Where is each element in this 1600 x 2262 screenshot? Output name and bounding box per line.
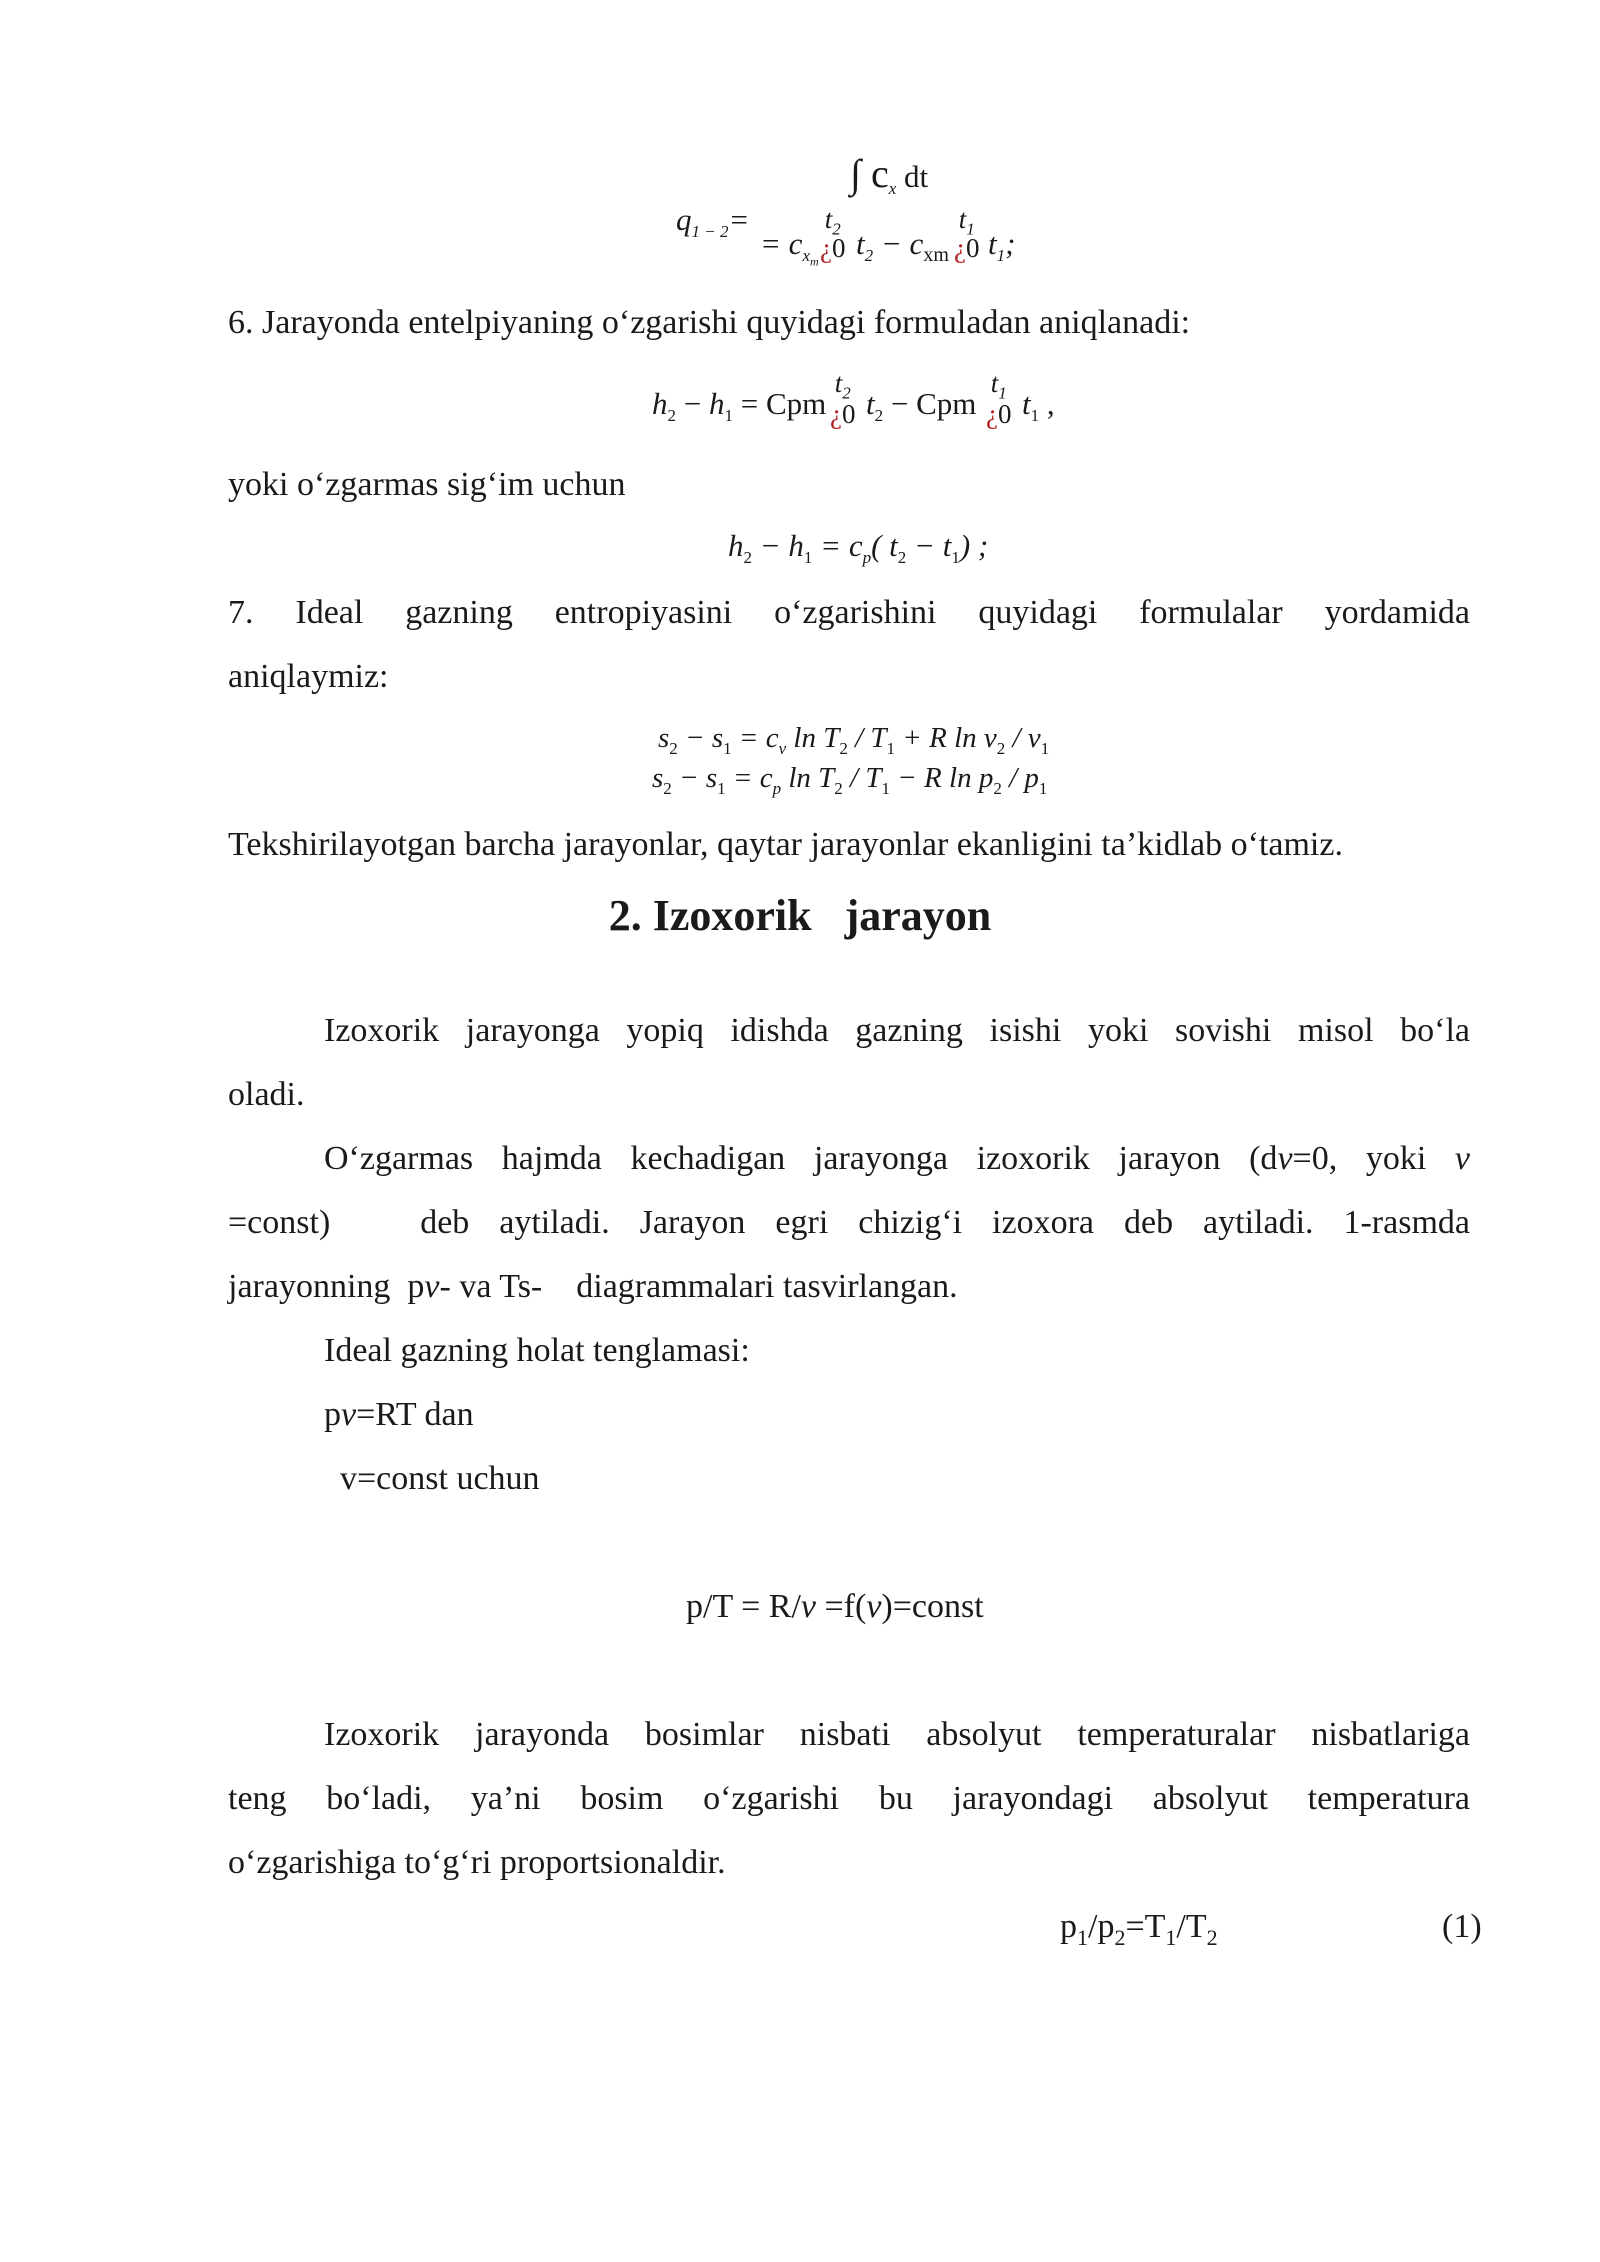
subscript: 2 bbox=[743, 548, 752, 568]
math-text: = c bbox=[760, 226, 803, 261]
subscript: 1 bbox=[803, 548, 813, 568]
para1-line1: Izoxorik jarayonga yopiq idishda gazning isishi yoki sovishi misol bo‘la bbox=[324, 1012, 1470, 1049]
math-text: 0 bbox=[965, 233, 980, 263]
subscript: 1 bbox=[998, 383, 1007, 403]
ideal-gas-text: Ideal gazning holat tenglamasi: bbox=[324, 1332, 750, 1369]
para2-line2: =const) deb aytiladi. Jarayon egri chizig‘i izoxora deb aytiladi. 1-rasmda bbox=[228, 1204, 1470, 1241]
math-text: − bbox=[676, 386, 709, 421]
para3-line3: o‘zgarishiga to‘g‘ri proportsionaldir. bbox=[228, 1844, 726, 1881]
math-text: t bbox=[834, 368, 843, 398]
math-text: = c bbox=[812, 528, 863, 563]
text-run: =0, yoki bbox=[1292, 1140, 1455, 1177]
item7-line1: 7. Ideal gazning entropiyasini o‘zgarishini quyidagi formulalar yordamida bbox=[228, 594, 1470, 631]
formula-h-end bbox=[1022, 386, 1055, 426]
subscript: v bbox=[778, 738, 787, 758]
subscript: 1 bbox=[1077, 1924, 1088, 1950]
subscript: 2 bbox=[667, 406, 676, 426]
subscript: 1 bbox=[881, 778, 890, 798]
subscript: 1 bbox=[966, 219, 975, 239]
formula-q-limit-t1 bbox=[954, 206, 979, 262]
math-text: = c bbox=[731, 722, 779, 754]
text-run: p/T = R/ bbox=[686, 1588, 801, 1625]
text-run: /p bbox=[1088, 1908, 1115, 1945]
text-run: =f( bbox=[816, 1588, 867, 1625]
math-text: − s bbox=[677, 722, 724, 754]
math-text: ) ; bbox=[959, 528, 989, 563]
math-text: ¿ bbox=[954, 233, 966, 263]
math-text: / T bbox=[847, 722, 887, 754]
math-text: − c bbox=[873, 226, 924, 261]
subscript: 2 bbox=[842, 383, 851, 403]
text-run: p bbox=[1060, 1908, 1077, 1945]
math-text: q bbox=[676, 202, 692, 237]
math-text: h bbox=[708, 386, 725, 421]
math-text: 0 bbox=[841, 399, 856, 429]
formula-h-limit-t1 bbox=[986, 370, 1011, 428]
text-run: O‘zgarmas hajmda kechadigan jarayonga izoxorik jarayon (d bbox=[324, 1140, 1278, 1177]
summary-text: Tekshirilayotgan barcha jarayonlar, qaytar jarayonlar ekanligini ta’kidlab o‘tamiz. bbox=[228, 826, 1343, 863]
subscript: 1 bbox=[1030, 406, 1040, 426]
subscript: 2 bbox=[897, 548, 907, 568]
text-run: v bbox=[866, 1588, 882, 1625]
subscript: 2 bbox=[993, 778, 1002, 798]
formula-h-limit-t2 bbox=[830, 370, 855, 428]
formula-q-lhs bbox=[676, 202, 750, 242]
subscript: 1 bbox=[996, 246, 1006, 266]
math-text: = Cpm bbox=[732, 386, 827, 421]
text-run: v bbox=[1454, 1140, 1471, 1177]
text-run: v bbox=[424, 1268, 440, 1305]
math-text: ln T bbox=[786, 722, 840, 754]
math-text: t bbox=[856, 226, 865, 261]
math-text: h bbox=[728, 528, 744, 563]
subscript: 2 bbox=[669, 738, 678, 758]
text-run: =RT dan bbox=[356, 1396, 474, 1433]
math-text: 0 bbox=[997, 399, 1012, 429]
integral-symbol: ∫ c bbox=[850, 151, 889, 196]
formula-q-middle bbox=[856, 226, 949, 267]
subscript: p bbox=[862, 548, 872, 568]
subscript: 2 bbox=[996, 738, 1006, 758]
text-run: v bbox=[800, 1588, 816, 1625]
math-text: 0 bbox=[831, 233, 846, 263]
formula-h-cp bbox=[728, 528, 989, 568]
math-text: ; bbox=[1005, 226, 1016, 261]
formula-q-rhs bbox=[760, 226, 819, 269]
math-text: dt bbox=[896, 159, 929, 194]
subscript bbox=[802, 246, 819, 269]
math-text: + R ln v bbox=[895, 722, 997, 754]
math-text: ¿ bbox=[986, 399, 998, 429]
subscript: 1 − 2 bbox=[691, 222, 729, 242]
text-run: )=const bbox=[881, 1588, 984, 1625]
text-run: v bbox=[1277, 1140, 1293, 1177]
subscript: 1 bbox=[951, 548, 960, 568]
math-text: t bbox=[990, 368, 999, 398]
math-text: x bbox=[802, 246, 810, 266]
subscript: 2 bbox=[874, 406, 884, 426]
item6-text: 6. Jarayonda entelpiyaning o‘zgarishi quyidagi formuladan aniqlanadi: bbox=[228, 304, 1191, 341]
para3-line1: Izoxorik jarayonda bosimlar nisbati absolyut temperaturalar nisbatlariga bbox=[324, 1716, 1470, 1753]
math-text: / p bbox=[1001, 762, 1039, 794]
subscript: 1 bbox=[724, 406, 733, 426]
formula-s-v bbox=[658, 722, 1050, 758]
item7-line2: aniqlaymiz: bbox=[228, 658, 389, 695]
formula-q-end bbox=[988, 226, 1016, 266]
math-text: − Cpm bbox=[883, 386, 977, 421]
text-run: - va Ts- diagrammalari tasvirlangan. bbox=[439, 1268, 958, 1305]
subscript: x bbox=[888, 179, 897, 199]
yoki-text: yoki o‘zgarmas sig‘im uchun bbox=[228, 466, 626, 503]
pv-rt-text bbox=[324, 1396, 474, 1434]
math-text: − R ln p bbox=[889, 762, 994, 794]
subscript: 1 bbox=[886, 738, 896, 758]
math-text: = c bbox=[725, 762, 773, 794]
subscript: xm bbox=[923, 244, 949, 267]
math-text: − t bbox=[906, 528, 952, 563]
para2-line3 bbox=[228, 1268, 958, 1306]
subscript: 1 bbox=[1038, 778, 1048, 798]
subscript: p bbox=[772, 778, 782, 798]
math-text: t bbox=[988, 226, 997, 261]
subscript: 2 bbox=[834, 778, 843, 798]
para3-line2: teng bo‘ladi, ya’ni bosim o‘zgarishi bu jarayondagi absolyut temperatura bbox=[228, 1780, 1470, 1817]
math-text: t bbox=[824, 204, 833, 234]
math-text: ¿ bbox=[830, 399, 842, 429]
text-run: jarayonning p bbox=[228, 1268, 425, 1305]
math-text: / v bbox=[1005, 722, 1041, 754]
subscript: 1 bbox=[717, 778, 726, 798]
math-text: ln T bbox=[781, 762, 835, 794]
math-text: h bbox=[652, 386, 668, 421]
math-text: − s bbox=[671, 762, 718, 794]
v-const-text: v=const uchun bbox=[340, 1460, 540, 1497]
subscript: 2 bbox=[1114, 1924, 1126, 1950]
equation-1-number: (1) bbox=[1442, 1908, 1482, 1945]
math-text: / T bbox=[842, 762, 882, 794]
formula-q-limit-t2 bbox=[820, 206, 845, 262]
math-text: ( t bbox=[871, 528, 898, 563]
para2-line1 bbox=[324, 1140, 1470, 1178]
math-text: = bbox=[728, 202, 750, 237]
text-run: p bbox=[324, 1396, 341, 1433]
subscript: 1 bbox=[723, 738, 732, 758]
math-text: , bbox=[1039, 386, 1055, 421]
subscript: 1 bbox=[1040, 738, 1050, 758]
math-text: s bbox=[652, 762, 664, 794]
subscript: 2 bbox=[864, 246, 874, 266]
math-text: t bbox=[866, 386, 875, 421]
text-run: =T bbox=[1125, 1908, 1166, 1945]
text-run: /T bbox=[1176, 1908, 1207, 1945]
subscript: 2 bbox=[832, 219, 841, 239]
subscript: 2 bbox=[839, 738, 848, 758]
text-run: v bbox=[341, 1396, 357, 1433]
subscript: 2 bbox=[663, 778, 672, 798]
math-text: s bbox=[658, 722, 670, 754]
math-text: t bbox=[958, 204, 967, 234]
subscript: 1 bbox=[1165, 1924, 1177, 1950]
para1-line2: oladi. bbox=[228, 1076, 305, 1113]
formula-h-left bbox=[652, 386, 827, 426]
subscript: 2 bbox=[1206, 1924, 1218, 1950]
math-text: ¿ bbox=[820, 233, 832, 263]
equation-1 bbox=[1060, 1908, 1218, 1950]
formula-q-integral bbox=[850, 150, 928, 197]
math-text: t bbox=[1022, 386, 1031, 421]
section-heading: 2. Izoxorik jarayon bbox=[608, 891, 992, 940]
pt-formula bbox=[686, 1588, 984, 1626]
formula-h-middle bbox=[866, 386, 977, 426]
formula-s-p bbox=[652, 762, 1048, 798]
subscript: m bbox=[809, 254, 819, 269]
math-text: − h bbox=[752, 528, 804, 563]
